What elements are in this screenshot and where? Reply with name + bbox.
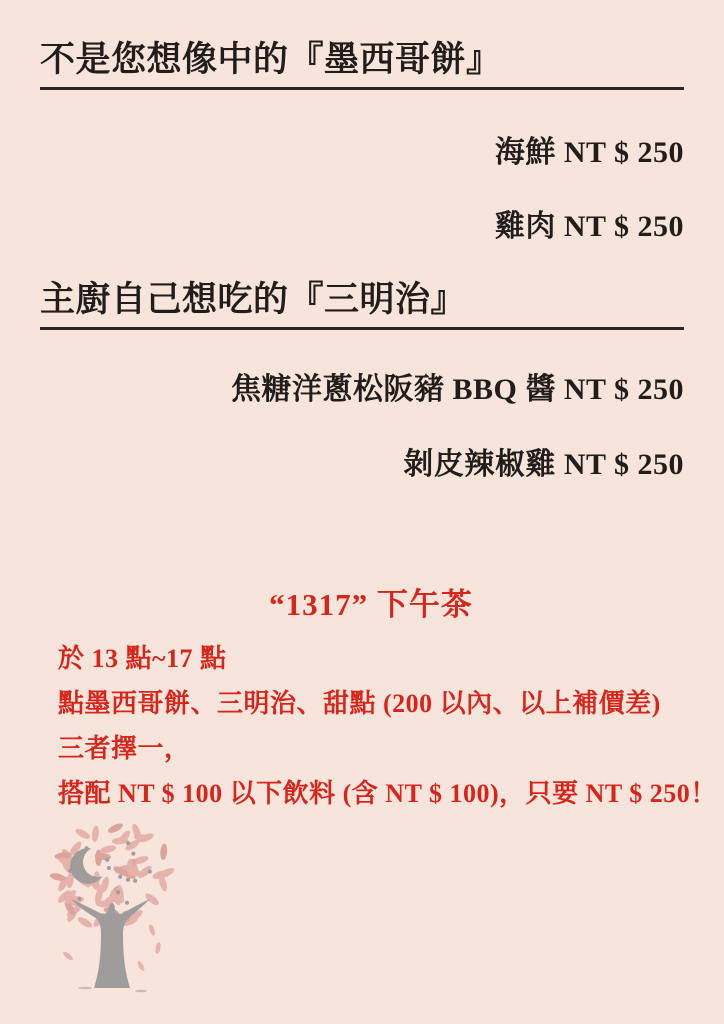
afternoon-tea-details	[58, 636, 717, 816]
promo-line-hours: 於 13 點~17 點	[58, 644, 227, 673]
menu-item-pickled-pepper-chicken: 剝皮辣椒雞 NT $ 250	[403, 448, 684, 481]
section-heading-sandwich: 主廚自己想吃的『三明治』	[40, 280, 684, 330]
promo-line-pick-one: 三者擇一，	[58, 734, 191, 763]
moon-icon	[70, 848, 106, 884]
promo-line-drink-price: 搭配 NT $ 100 以下飲料 (含 NT $ 100)，只要 NT $ 250！	[58, 779, 717, 808]
tree-moon-logo	[28, 818, 208, 1018]
section-heading-mexican-tortilla: 不是您想像中的『墨西哥餅』	[40, 40, 684, 90]
afternoon-tea-title: “1317” 下午茶	[269, 587, 473, 622]
menu-item-chicken: 雞肉 NT $ 250	[494, 210, 684, 243]
menu-item-seafood: 海鮮 NT $ 250	[494, 136, 684, 169]
menu-item-caramel-onion-pork-bbq: 焦糖洋蔥松阪豬 BBQ 醬 NT $ 250	[231, 373, 684, 406]
promo-line-choices: 點墨西哥餅、三明治、甜點 (200 以內、以上補價差)	[58, 689, 661, 718]
